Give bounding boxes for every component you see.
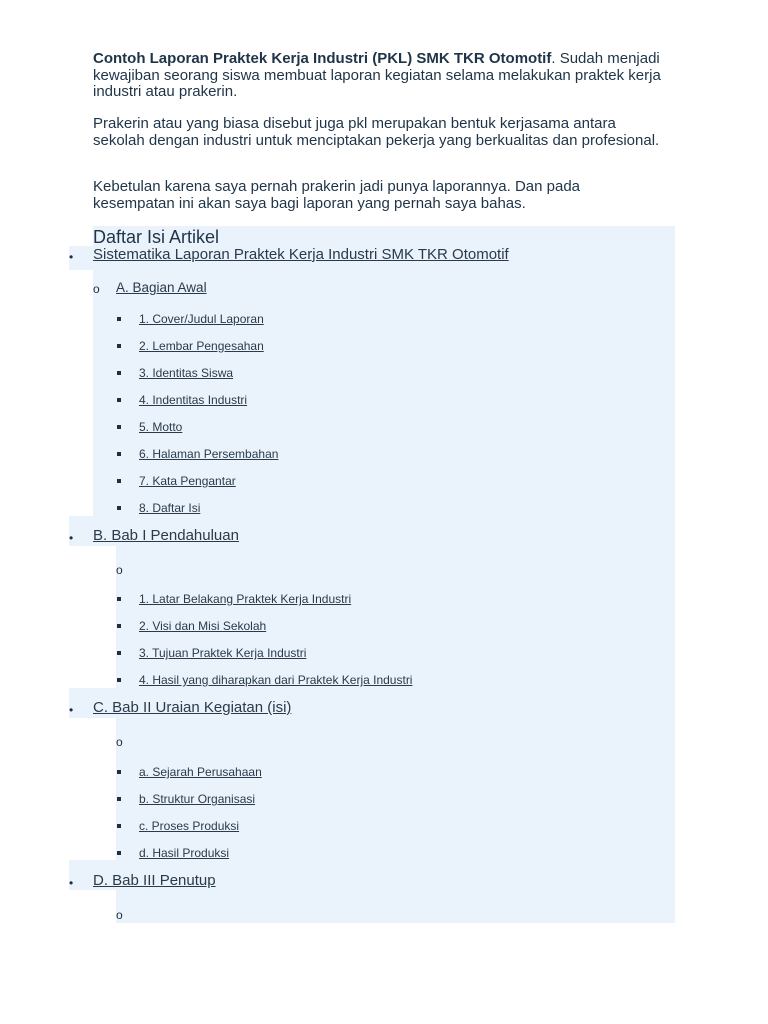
toc-link-a-4[interactable]: 4. Indentitas Industri — [139, 393, 248, 407]
intro-paragraph-1-rest: . Sudah menjadi kewajiban seorang siswa membuat laporan kegiatan selama melakukan praktek kerja industri atau prakerin. — [93, 50, 661, 100]
bullet-square — [117, 371, 121, 375]
article-title-bold: Contoh Laporan Praktek Kerja Industri (PKL) SMK TKR Otomotif — [93, 50, 552, 67]
toc-link-a-1[interactable]: 1. Cover/Judul Laporan — [139, 312, 264, 326]
toc-link-b-2[interactable]: 2. Visi dan Misi Sekolah — [139, 619, 267, 633]
intro-paragraph-1 — [93, 51, 663, 101]
bullet-square — [117, 624, 121, 628]
bullet-square — [117, 452, 121, 456]
bullet-square — [117, 824, 121, 828]
toc-link-a-6[interactable]: 6. Halaman Persembahan — [139, 447, 279, 461]
toc-bg-section-d — [116, 890, 675, 923]
toc-link-a-7[interactable]: 7. Kata Pengantar — [139, 474, 236, 488]
bullet-dot: • — [69, 531, 74, 545]
bullet-square — [117, 506, 121, 510]
bullet-square — [117, 651, 121, 655]
intro-paragraph-2: Prakerin atau yang biasa disebut juga pkl merupakan bentuk kerjasama antara sekolah dengan industri untuk menciptakan pekerja yang berkualitas dan profesional. — [93, 115, 660, 149]
toc-bg-section-c — [116, 718, 675, 860]
bullet-square — [117, 797, 121, 801]
bullet-square — [117, 425, 121, 429]
bullet-dot: • — [69, 250, 74, 264]
toc-link-a-3[interactable]: 3. Identitas Siswa — [139, 366, 234, 380]
bullet-circle: o — [116, 735, 123, 749]
bullet-square — [117, 678, 121, 682]
bullet-circle: o — [93, 282, 100, 296]
bullet-square — [117, 344, 121, 348]
toc-link-a-8[interactable]: 8. Daftar Isi — [139, 501, 201, 515]
toc-link-root[interactable]: Sistematika Laporan Praktek Kerja Industri SMK TKR Otomotif — [93, 246, 509, 263]
toc-link-a-5[interactable]: 5. Motto — [139, 420, 183, 434]
bullet-circle: o — [116, 908, 123, 922]
bullet-dot: • — [69, 876, 74, 890]
toc-bg-section-b — [116, 546, 675, 688]
toc-link-c-1[interactable]: a. Sejarah Perusahaan — [139, 765, 262, 779]
bullet-square — [117, 597, 121, 601]
bullet-square — [117, 851, 121, 855]
bullet-square — [117, 317, 121, 321]
toc-link-c-4[interactable]: d. Hasil Produksi — [139, 846, 230, 860]
toc-link-section-b[interactable]: B. Bab I Pendahuluan — [93, 527, 239, 544]
bullet-square — [117, 770, 121, 774]
bullet-square — [117, 398, 121, 402]
toc-link-c-2[interactable]: b. Struktur Organisasi — [139, 792, 256, 806]
intro-paragraph-3: Kebetulan karena saya pernah prakerin jadi punya laporannya. Dan pada kesempatan ini akan saya bagi laporan yang pernah saya bahas. — [93, 178, 581, 212]
toc-link-section-d[interactable]: D. Bab III Penutup — [93, 872, 216, 889]
toc-link-c-3[interactable]: c. Proses Produksi — [139, 819, 240, 833]
toc-link-b-4[interactable]: 4. Hasil yang diharapkan dari Praktek Kerja Industri — [139, 673, 413, 687]
toc-link-a-2[interactable]: 2. Lembar Pengesahan — [139, 339, 264, 353]
toc-link-b-1[interactable]: 1. Latar Belakang Praktek Kerja Industri — [139, 592, 352, 606]
bullet-dot: • — [69, 703, 74, 717]
toc-link-section-a[interactable]: A. Bagian Awal — [116, 280, 207, 295]
bullet-circle: o — [116, 563, 123, 577]
toc-link-b-3[interactable]: 3. Tujuan Praktek Kerja Industri — [139, 646, 307, 660]
toc-title: Daftar Isi Artikel — [93, 227, 220, 247]
bullet-square — [117, 479, 121, 483]
toc-link-section-c[interactable]: C. Bab II Uraian Kegiatan (isi) — [93, 699, 292, 716]
